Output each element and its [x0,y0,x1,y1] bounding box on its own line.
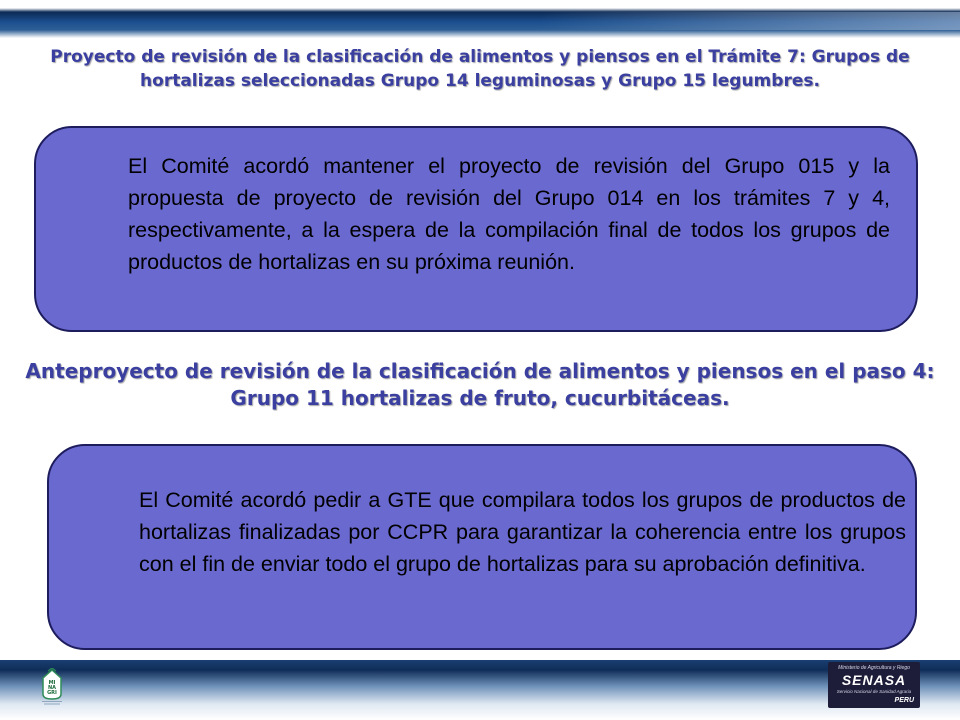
bottom-footer-bar [0,660,960,720]
minagri-logo-icon [40,668,64,706]
header-bar-highlight [540,12,960,30]
heading-anteproyecto-revision: Anteproyecto de revisión de la clasificación de alimentos y piensos en el paso 4: Grupo 11 hortalizas de fruto, cucurbitáceas. [25,359,935,410]
svg-text:GRI: GRI [47,690,57,696]
text-box-anteproyecto [47,444,917,650]
heading-proyecto-revision: Proyecto de revisión de la clasificación de alimentos y piensos en el Trámite 7: Grupos de hortalizas seleccionadas Grupo 14 leguminosas y Grupo 15 legumbres. [50,47,910,91]
senasa-country: PERU [894,697,914,704]
svg-text:NA: NA [47,685,57,691]
senasa-logo [828,662,920,708]
senasa-subtitle: Servicio Nacional de Sanidad Agraria [836,689,912,694]
svg-text:MI: MI [48,680,56,686]
text-box-anteproyecto-body: El Comité acordó pedir a GTE que compilara todos los grupos de productos de hortalizas finalizadas por CCPR para garantizar la coherencia entre los grupos con el fin de enviar todo el grupo de hortalizas para su aprobación definitiva. [139,488,906,576]
text-box-proyecto-body: El Comité acordó mantener el proyecto de revisión del Grupo 015 y la propuesta de proyecto de revisión del Grupo 014 en los trámites 7 y 4, respectivamente, a la espera de la compilación final de todos los grupos de productos de hortalizas en su próxima reunión. [128,154,890,274]
text-box-proyecto [34,126,918,332]
minagri-logo [40,668,64,706]
senasa-name: SENASA [841,672,907,688]
senasa-ministry-line: Ministerio de Agricultura y Riego [838,665,910,671]
top-header-bar [0,0,960,38]
